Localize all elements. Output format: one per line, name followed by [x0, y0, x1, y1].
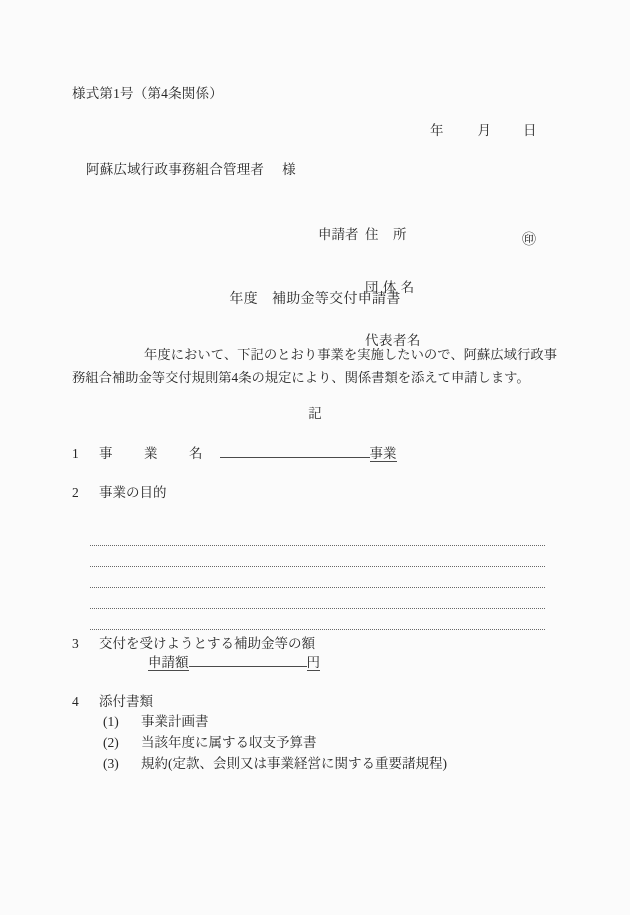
item-2-label: 事業の目的 [99, 485, 167, 500]
attachment-3-marker: (3) [103, 756, 119, 771]
form-number: 様式第1号（第4条関係） [72, 86, 223, 101]
item-subsidy-amount [72, 632, 315, 652]
item-4-label: 添付書類 [99, 694, 153, 709]
purpose-line[interactable] [90, 567, 545, 588]
applicant-label: 申請者 [318, 227, 359, 242]
amount-row [148, 651, 320, 671]
attachment-2-marker: (2) [103, 735, 119, 750]
purpose-line[interactable] [90, 609, 545, 630]
item-project-name [72, 442, 397, 462]
attachment-list [103, 711, 447, 774]
item-attachments [72, 690, 153, 710]
applicant-row-address [318, 224, 421, 245]
amount-input[interactable] [189, 651, 307, 667]
item-1-unit: 事業 [369, 446, 397, 461]
attachment-1-marker: (1) [103, 714, 119, 729]
attachment-3-text: 規約(定款、会則又は事業経営に関する重要諸規程) [141, 756, 447, 771]
purpose-writing-lines [90, 525, 545, 630]
list-item [103, 753, 447, 774]
ki-marker: 記 [308, 406, 322, 421]
addressee [86, 158, 296, 178]
item-2-number: 2 [72, 485, 79, 500]
purpose-line[interactable] [90, 588, 545, 609]
list-item [103, 732, 447, 753]
amount-label: 申請額 [148, 655, 189, 670]
amount-unit: 円 [306, 655, 320, 670]
item-1-number: 1 [72, 446, 79, 461]
applicant-address-label: 住 所 [365, 227, 407, 242]
item-1-label: 事 業 名 [99, 446, 212, 461]
attachment-1-text: 事業計画書 [141, 714, 209, 729]
item-3-label: 交付を受けようとする補助金等の額 [99, 636, 315, 651]
purpose-line[interactable] [90, 546, 545, 567]
addressee-honorific: 様 [282, 162, 296, 177]
purpose-line[interactable] [90, 525, 545, 546]
item-project-purpose [72, 481, 167, 501]
page-title [0, 288, 630, 308]
project-name-input[interactable] [220, 442, 370, 458]
date-line [430, 119, 537, 139]
date-year-label: 年 [430, 123, 444, 138]
applicant-organization-label: 団 体 名 [365, 280, 415, 295]
date-month-label: 月 [477, 123, 491, 138]
title-main: 補助金等交付申請書 [271, 292, 401, 307]
seal-stamp-icon: ㊞ [522, 233, 536, 248]
addressee-name: 阿蘇広域行政事務組合管理者 [86, 162, 265, 177]
date-day-label: 日 [523, 123, 537, 138]
body-paragraph [72, 343, 557, 389]
attachment-2-text: 当該年度に属する収支予算書 [141, 735, 317, 750]
item-3-number: 3 [72, 636, 79, 651]
title-fiscal-year: 年度 [229, 292, 258, 307]
item-4-number: 4 [72, 694, 79, 709]
list-item [103, 711, 447, 732]
applicant-representative-label: 代表者名 [365, 333, 421, 348]
body-paragraph-text: 年度において、下記のとおり事業を実施したいので、阿蘇広域行政事務組合補助金等交付規則第4条の規定により、関係書類を添えて申請します。 [72, 347, 557, 385]
